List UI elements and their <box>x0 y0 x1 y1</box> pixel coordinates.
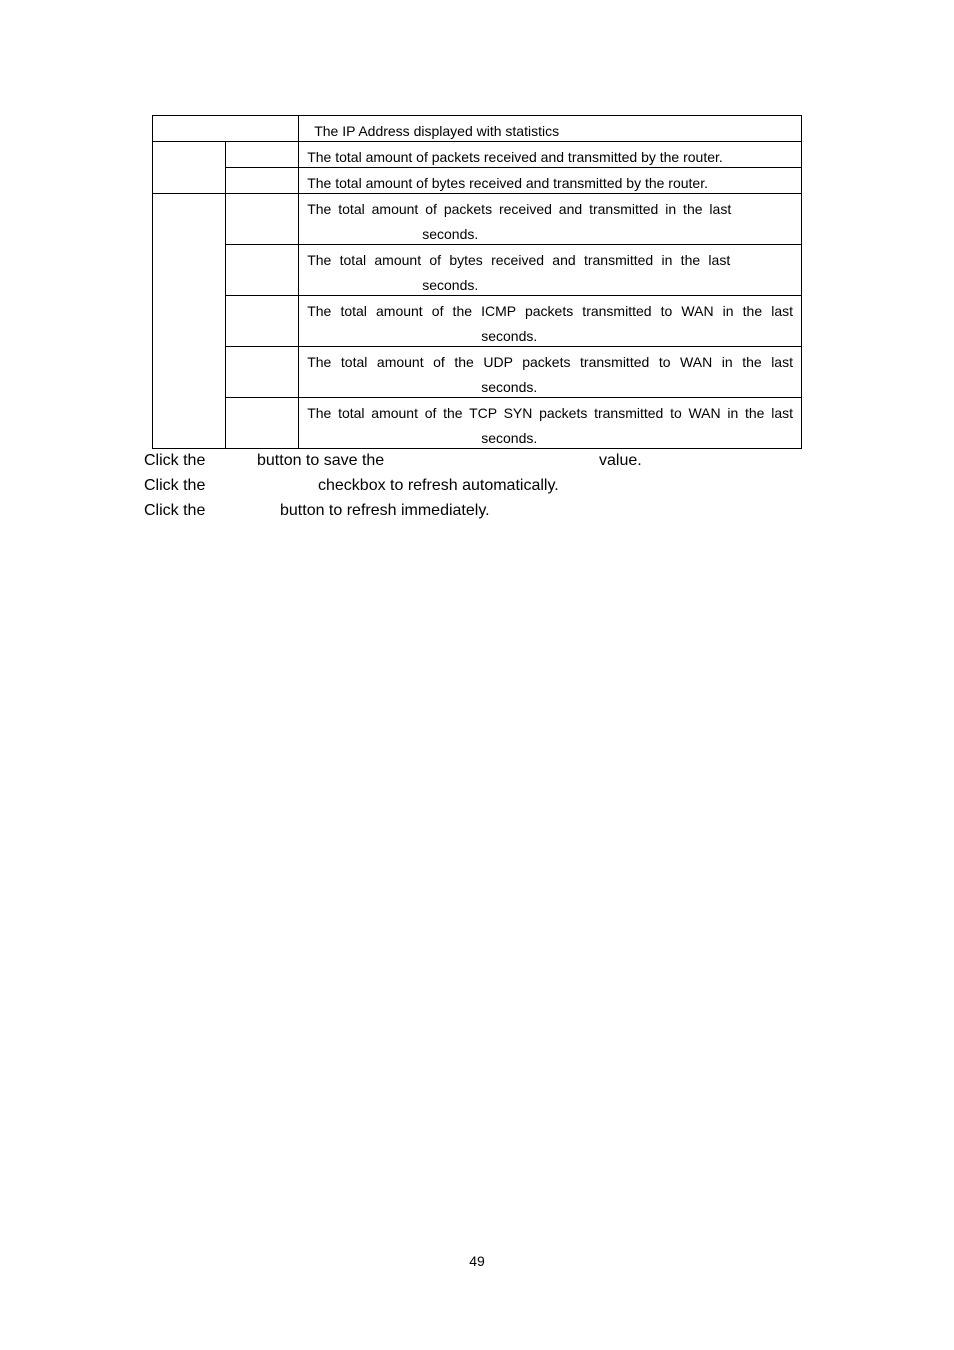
save-instruction-start: Click the <box>144 452 206 469</box>
table-row <box>153 245 802 296</box>
tcp-syn-desc <box>299 398 801 448</box>
save-instruction-middle: button to save the <box>257 452 385 469</box>
total-bytes-desc: The total amount of bytes received and transmitted by the router. <box>307 175 708 191</box>
table-row <box>153 194 802 245</box>
statistics-table <box>152 115 802 449</box>
current-bytes-desc <box>299 245 801 295</box>
icmp-label-cell <box>226 296 299 347</box>
current-bytes-desc-cell <box>299 245 802 296</box>
table-row <box>153 168 802 194</box>
tcp-syn-desc-seconds: seconds. <box>481 430 538 446</box>
tcp-syn-label-cell <box>226 398 299 449</box>
current-packets-desc-seconds: seconds. <box>422 226 479 242</box>
total-bytes-label-cell <box>226 168 299 194</box>
auto-refresh-instruction-start: Click the <box>144 477 206 494</box>
current-bytes-label-cell <box>226 245 299 296</box>
ip-address-label-cell <box>153 116 299 142</box>
total-packets-desc-cell <box>299 142 802 168</box>
icmp-desc-cell <box>299 296 802 347</box>
refresh-instruction-start: Click the <box>144 502 206 519</box>
total-packets-desc: The total amount of packets received and transmitted by the router. <box>307 149 723 165</box>
current-group-cell <box>153 194 226 449</box>
udp-desc-cell <box>299 347 802 398</box>
icmp-desc-line1: The total amount of the ICMP packets transmitted to WAN in the last <box>307 303 793 319</box>
current-packets-desc-line1: The total amount of packets received and transmitted in the last <box>307 201 732 217</box>
udp-desc-line1: The total amount of the UDP packets transmitted to WAN in the last <box>307 354 793 370</box>
icmp-desc <box>299 296 801 346</box>
udp-desc-seconds: seconds. <box>481 379 538 395</box>
auto-refresh-instruction-end: checkbox to refresh automatically. <box>318 477 559 494</box>
total-group-cell <box>153 142 226 194</box>
table-row <box>153 347 802 398</box>
current-packets-label-cell <box>226 194 299 245</box>
icmp-desc-seconds: seconds. <box>481 328 538 344</box>
table-row <box>153 142 802 168</box>
table-row <box>153 296 802 347</box>
table-row <box>153 116 802 142</box>
save-instruction-end: value. <box>599 452 642 469</box>
current-packets-desc <box>299 194 801 244</box>
page-number: 49 <box>469 1253 485 1269</box>
table-row <box>153 398 802 449</box>
tcp-syn-desc-line1: The total amount of the TCP SYN packets transmitted to WAN in the last <box>307 405 793 421</box>
total-packets-label-cell <box>226 142 299 168</box>
refresh-instruction-end: button to refresh immediately. <box>280 502 490 519</box>
current-bytes-desc-seconds: seconds. <box>422 277 479 293</box>
ip-address-desc: The IP Address displayed with statistics <box>314 123 560 139</box>
ip-address-desc-cell <box>299 116 802 142</box>
total-bytes-desc-cell <box>299 168 802 194</box>
udp-label-cell <box>226 347 299 398</box>
udp-desc <box>299 347 801 397</box>
current-packets-desc-cell <box>299 194 802 245</box>
current-bytes-desc-line1: The total amount of bytes received and transmitted in the last <box>307 252 731 268</box>
tcp-syn-desc-cell <box>299 398 802 449</box>
